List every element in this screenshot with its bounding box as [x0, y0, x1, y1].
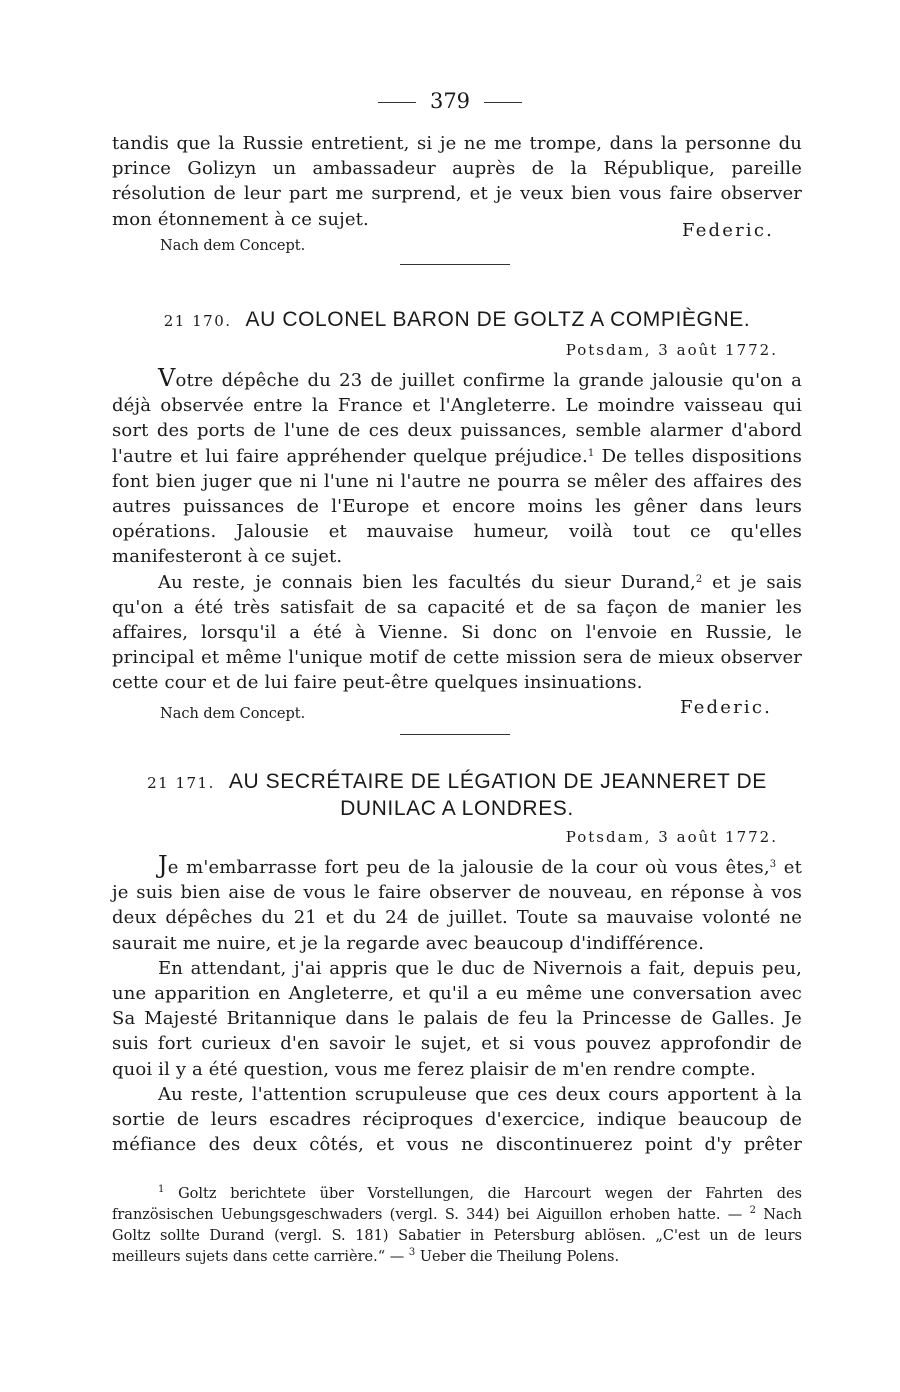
paragraph [112, 366, 802, 570]
footnote-mark: 2 [749, 1205, 756, 1216]
letter-title: AU COLONEL BARON DE GOLTZ A COMPIÈGNE. [245, 308, 751, 331]
paragraph-text: et je sais qu'on a été très satisfait de sa capacité et de sa façon de manier les affaires, lorsqu'il a été à Vienne. Si donc on l'envoie en Russie, le principal et même l'unique motif de cette mission sera de mieux observer cette cour et de lui faire peut-être quelques insinuations. [112, 571, 802, 694]
paragraph: En attendant, j'ai appris que le duc de Nivernois a fait, depuis peu, une apparition en Angleterre, et qu'il a eu même une conversation avec Sa Majesté Britannique dans le palais de feu la Princesse de Galles. Je suis fort curieux d'en savoir le sujet, et si vous pouvez approfondir de quoi il y a été question, vous me ferez plaisir de m'en rendre compte. [112, 957, 802, 1080]
footnote-mark: 3 [408, 1247, 416, 1258]
letter-title: AU SECRÉTAIRE DE LÉGATION DE JEANNERET DE [228, 770, 767, 793]
footnote-ref: 2 [695, 573, 703, 585]
letter-heading-21171 [112, 769, 802, 822]
footnote-mark: 1 [158, 1184, 165, 1195]
page-header [0, 88, 900, 114]
prev-letter-text: tandis que la Russie entretient, si je ne me trompe, dans la personne du prince Golizyn un ambassadeur auprès de la République, pareille résolution de leur part me surprend, et je veux bien vous faire observer mon étonnement à ce sujet. [112, 133, 802, 230]
footnote-text: Ueber die Theilung Polens. [415, 1249, 620, 1265]
letter-number: 21 170. [163, 312, 232, 330]
footnotes [112, 1184, 802, 1268]
drop-cap: J [158, 851, 168, 879]
letter-21170-body [112, 366, 802, 696]
paragraph-text: Au reste, je connais bien les facultés du sieur Durand, [158, 571, 696, 593]
letter-signature: Federic. [680, 697, 773, 718]
letter-title-line2: DUNILAC A LONDRES. [340, 797, 574, 820]
footnote-text: Goltz berichtete über Vorstellungen, die Harcourt wegen der Fahrten des französischen Uebungsgeschwaders (vergl. S. 344) bei Aiguillon erhoben hatte. — [112, 1186, 802, 1223]
paragraph-text: De telles dispositions font bien juger que ni l'une ni l'autre ne pourra se mêler des affaires des autres puissances de l'Europe et encore moins les gêner dans leurs opérations. Jalousie et mauvaise humeur, voilà tout ce qu'elles manifesteront à ce sujet. [112, 445, 803, 568]
paragraph-text: otre dépêche du 23 de juillet confirme la grande jalousie qu'on a déjà observée entre la France et l'Angleterre. Le moindre vaisseau qui sort des ports de l'une de ces deux puissances, semble alarmer d'abord l'autre et lui faire appréhender quelque préjudice. [112, 370, 802, 467]
footnote-ref: 3 [769, 859, 777, 870]
section-divider [400, 264, 510, 265]
letter-heading-21170 [112, 307, 802, 334]
paragraph: Au reste, l'attention scrupuleuse que ces deux cours apportent à la sortie de leurs escadres réciproques d'exercice, indique beaucoup de méfiance des deux côtés, et vous ne discontinuerez point d'y prêter [112, 1083, 802, 1156]
letter-source: Nach dem Concept. [160, 706, 306, 722]
letter-date: Potsdam, 3 août 1772. [565, 341, 778, 359]
drop-cap: V [158, 364, 176, 392]
header-dash-right [484, 102, 522, 103]
paragraph-text: e m'embarrasse fort peu de la jalousie de la cour où vous êtes, [167, 857, 770, 878]
paragraph-text: et je suis bien aise de vous le faire observer de nouveau, en réponse à vos deux dépêches du 21 et du 24 de juillet. Toute sa mauvaise volonté ne saurait me nuire, et je la regarde avec beaucoup d'indifférence. [112, 857, 802, 954]
section-divider [400, 734, 510, 735]
footnote-text: Nach Goltz sollte Durand (vergl. S. 181) Sabatier in Petersburg ablösen. „C'est un de leurs meilleurs sujets dans cette carrière.“ — [112, 1207, 803, 1265]
footnote-ref: 1 [587, 447, 595, 459]
header-dash-left [378, 102, 416, 103]
page-number: 379 [429, 89, 471, 113]
letter-title-line1 [112, 769, 802, 796]
letter-date: Potsdam, 3 août 1772. [565, 828, 778, 846]
letter-number: 21 171. [147, 774, 215, 792]
prev-letter-body [112, 131, 802, 232]
prev-letter-source: Nach dem Concept. [160, 238, 306, 254]
paragraph [112, 853, 802, 956]
letter-21171-body [112, 853, 802, 1157]
paragraph [112, 570, 802, 696]
prev-letter-signature: Federic. [682, 220, 775, 241]
